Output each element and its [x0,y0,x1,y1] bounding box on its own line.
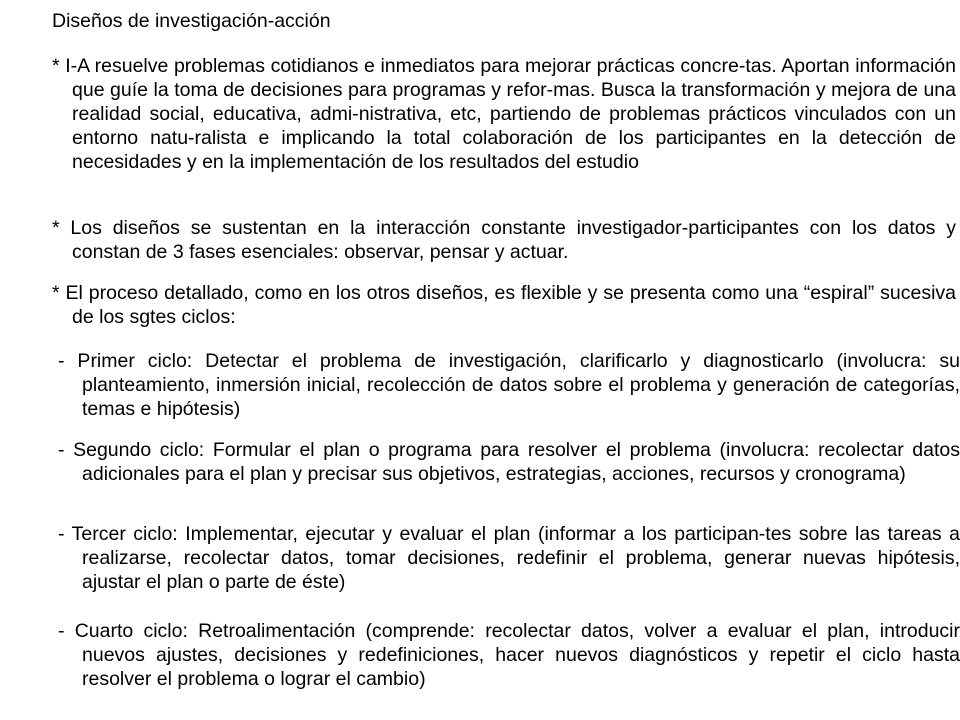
paragraph-design-phases: * Los diseños se sustentan en la interacción constante investigador-participantes con los datos y constan de 3 fases esenciales: observar, pensar y actuar. [52,217,956,263]
cycle-item-second: - Segundo ciclo: Formular el plan o programa para resolver el problema (involucra: recolectar datos adicionales para el plan y precisar sus objetivos, estrategias, acciones, recursos y cronograma) [58,439,960,485]
cycle-item-third: - Tercer ciclo: Implementar, ejecutar y evaluar el plan (informar a los participan-tes sobre las tareas a realizarse, recolectar datos, tomar decisiones, redefinir el problema, generar nuevas hipótesis, ajustar el plan o parte de éste) [58,523,960,593]
cycle-item-fourth: - Cuarto ciclo: Retroalimentación (comprende: recolectar datos, volver a evaluar el plan, introducir nuevos ajustes, decisiones y redefiniciones, hacer nuevos diagnósticos y repetir el ciclo hasta resolver el problema o lograr el cambio) [58,620,960,690]
paragraph-ia-definition: * I-A resuelve problemas cotidianos e inmediatos para mejorar prácticas concre-tas. Aportan información que guíe la toma de decisiones para programas y refor-mas. Busca la transformación y mejora de una realidad social, educativa, admi-nistrativa, etc, partiendo de problemas prácticos vinculados con un entorno natu-ralista e implicando la total colaboración de los participantes en la detección de necesidades y en la implementación de los resultados del estudio [52,55,956,173]
slide-title: Diseños de investigación-acción [52,10,331,32]
paragraph-process-spiral: * El proceso detallado, como en los otros diseños, es flexible y se presenta como una “espiral” sucesiva de los sgtes ciclos: [52,282,956,328]
cycle-item-first: - Primer ciclo: Detectar el problema de investigación, clarificarlo y diagnosticarlo (involucra: su planteamiento, inmersión inicial, recolección de datos sobre el problema y generación de categorías, temas e hipótesis) [58,350,960,420]
